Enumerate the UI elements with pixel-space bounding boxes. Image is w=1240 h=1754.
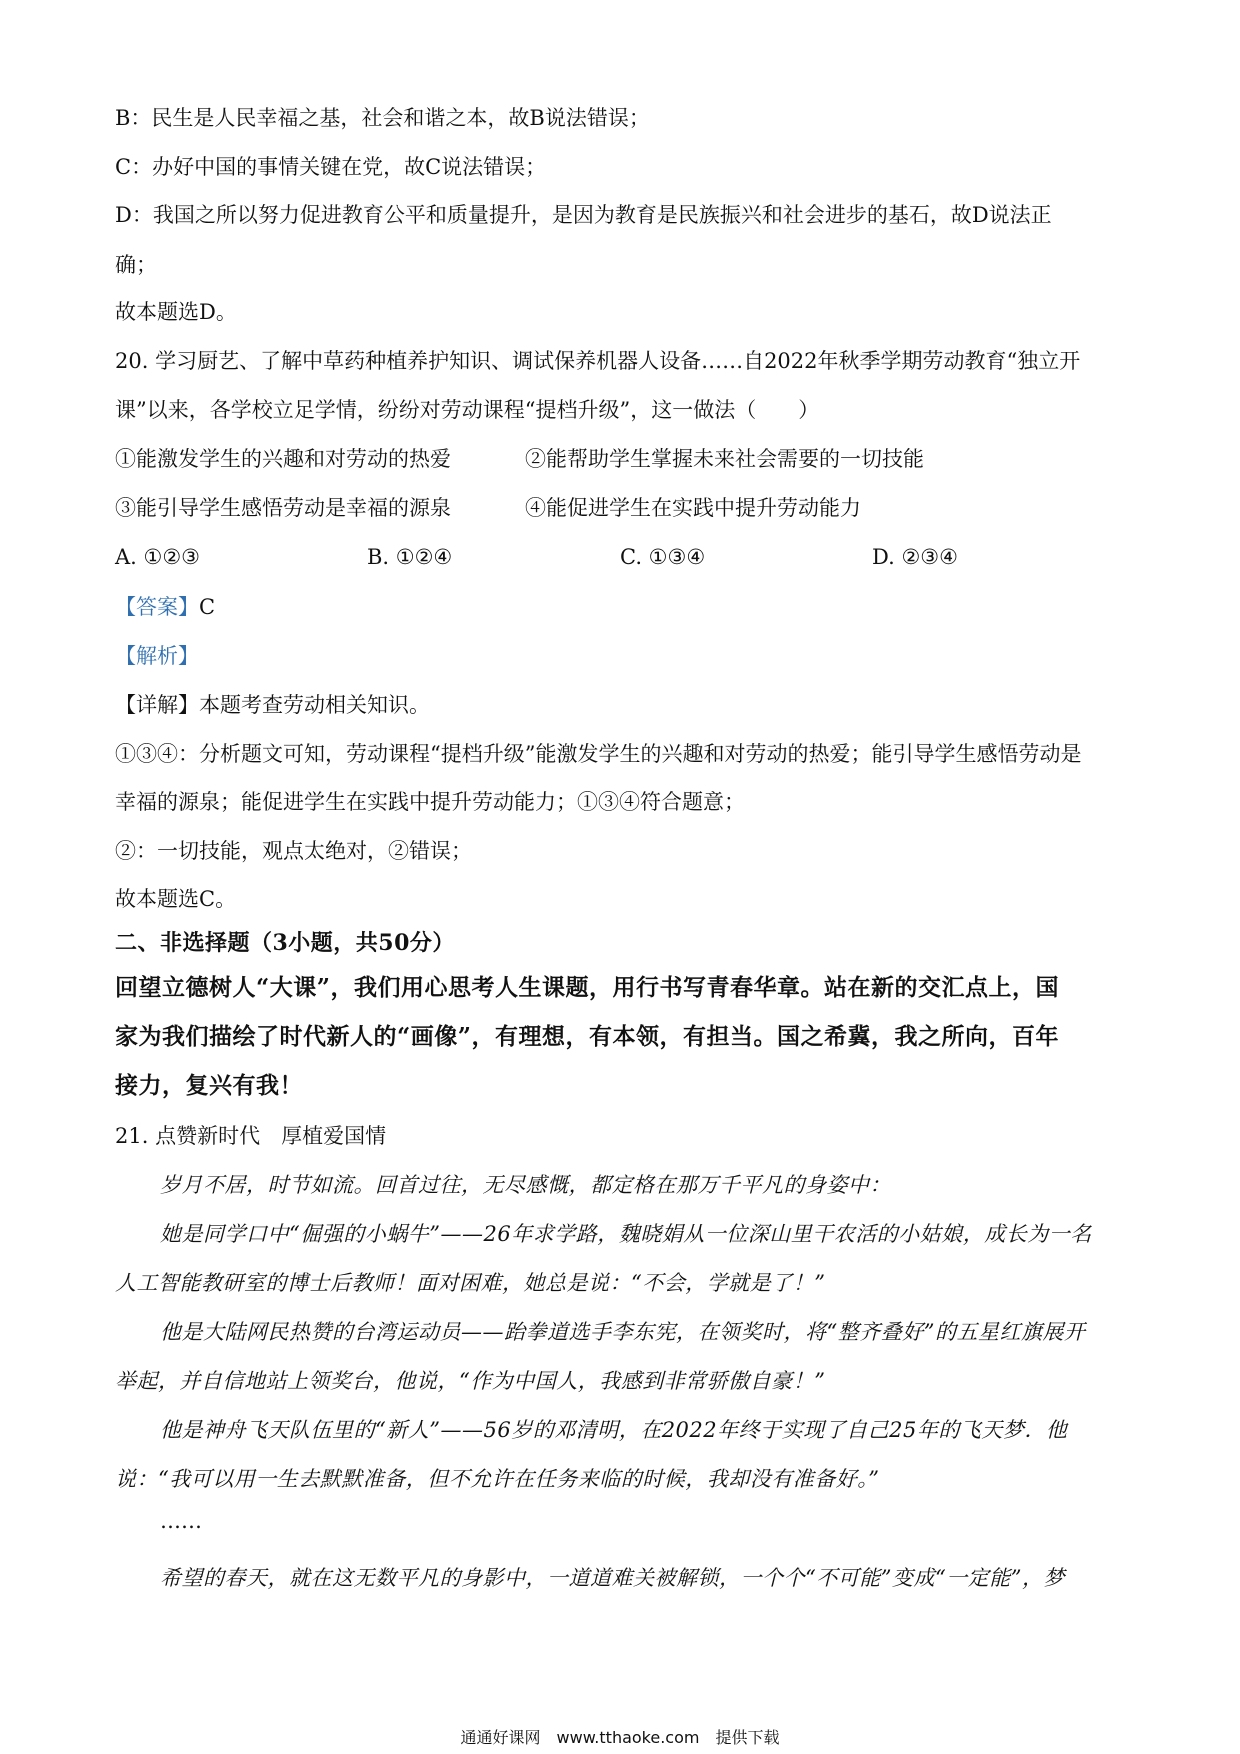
material-line-6: 他是神舟飞天队伍里的“新人”——56岁的邓清明，在2022年终于实现了自己25年的飞天梦．他 — [160, 1418, 1068, 1442]
q20-option-c: C. ①③④ — [620, 545, 706, 569]
section-title: 二、非选择题（3小题，共50分） — [115, 930, 455, 956]
page-footer: 通通好课网 www.tthaoke.com 提供下载 — [460, 1728, 780, 1747]
material-line-5: 举起，并自信地站上领奖台，他说，“作为中国人，我感到非常骄傲自豪！” — [115, 1369, 826, 1393]
analysis-line-3: ②：一切技能，观点太绝对，②错误； — [115, 839, 472, 863]
q20-option-b: B. ①②④ — [367, 545, 453, 569]
q20-stem: 20. 学习厨艺、了解中草药种植养护知识、调试保养机器人设备……自2022年秋季学期劳动教育“独立开 — [115, 349, 1081, 373]
q20-statement-4: ④能促进学生在实践中提升劳动能力 — [525, 496, 861, 520]
option-b-analysis: B：民生是人民幸福之基，社会和谐之本，故B说法错误； — [115, 106, 650, 130]
q20-statement-2: ②能帮助学生掌握未来社会需要的一切技能 — [525, 447, 924, 471]
analysis-line-2: 幸福的源泉；能促进学生在实践中提升劳动能力；①③④符合题意； — [115, 790, 745, 814]
answer-tag: 【答案】 — [115, 595, 199, 619]
q20-stem-cont: 课”以来，各学校立足学情，纷纷对劳动课程“提档升级”，这一做法（ ） — [115, 398, 820, 422]
material-line-7: 说：“我可以用一生去默默准备，但不允许在任务来临的时候，我却没有准备好。” — [115, 1467, 880, 1491]
intro-bold-2: 家为我们描绘了时代新人的“画像”，有理想，有本领，有担当。国之希冀，我之所向，百年 — [115, 1023, 1059, 1050]
option-d-analysis: D：我国之所以努力促进教育公平和质量提升，是因为教育是民族振兴和社会进步的基石，故D说法正 — [115, 203, 1052, 227]
answer-value: C — [199, 595, 216, 619]
q20-option-a: A. ①②③ — [115, 545, 200, 569]
material-ellipsis: …… — [160, 1509, 202, 1533]
analysis-tag: 【解析】 — [115, 644, 199, 668]
option-d-analysis-cont: 确； — [115, 253, 157, 277]
q21-title: 21. 点赞新时代 厚植爱国情 — [115, 1124, 387, 1148]
analysis-line-1: ①③④：分析题文可知，劳动课程“提档升级”能激发学生的兴趣和对劳动的热爱；能引导学生感悟劳动是 — [115, 742, 1082, 766]
intro-bold-1: 回望立德树人“大课”，我们用心思考人生课题，用行书写青春华章。站在新的交汇点上，国 — [115, 974, 1059, 1001]
q20-answer — [115, 592, 215, 622]
intro-bold-3: 接力，复兴有我！ — [115, 1072, 303, 1099]
q20-statement-1: ①能激发学生的兴趣和对劳动的热爱 — [115, 447, 451, 471]
q20-statement-3: ③能引导学生感悟劳动是幸福的源泉 — [115, 496, 451, 520]
q20-option-d: D. ②③④ — [872, 545, 958, 569]
material-line-2: 她是同学口中“倔强的小蜗牛”——26年求学路，魏晓娟从一位深山里干农活的小姑娘，成长为一名 — [160, 1222, 1092, 1246]
material-line-1: 岁月不居，时节如流。回首过往，无尽感慨，都定格在那万千平凡的身姿中： — [160, 1173, 891, 1197]
material-line-4: 他是大陆网民热赞的台湾运动员——跆拳道选手李东宪，在领奖时，将“整齐叠好”的五星红旗展开 — [160, 1320, 1086, 1344]
material-line-8: 希望的春天，就在这无数平凡的身影中，一道道难关被解锁，一个个“不可能”变成“一定能”，梦 — [160, 1566, 1065, 1590]
material-line-3: 人工智能教研室的博士后教师！面对困难，她总是说：“不会，学就是了！” — [115, 1271, 826, 1295]
analysis-detail: 【详解】本题考查劳动相关知识。 — [115, 693, 430, 717]
option-c-analysis: C：办好中国的事情关键在党，故C说法错误； — [115, 155, 547, 179]
q20-conclusion: 故本题选C。 — [115, 887, 237, 911]
q19-conclusion: 故本题选D。 — [115, 300, 237, 324]
